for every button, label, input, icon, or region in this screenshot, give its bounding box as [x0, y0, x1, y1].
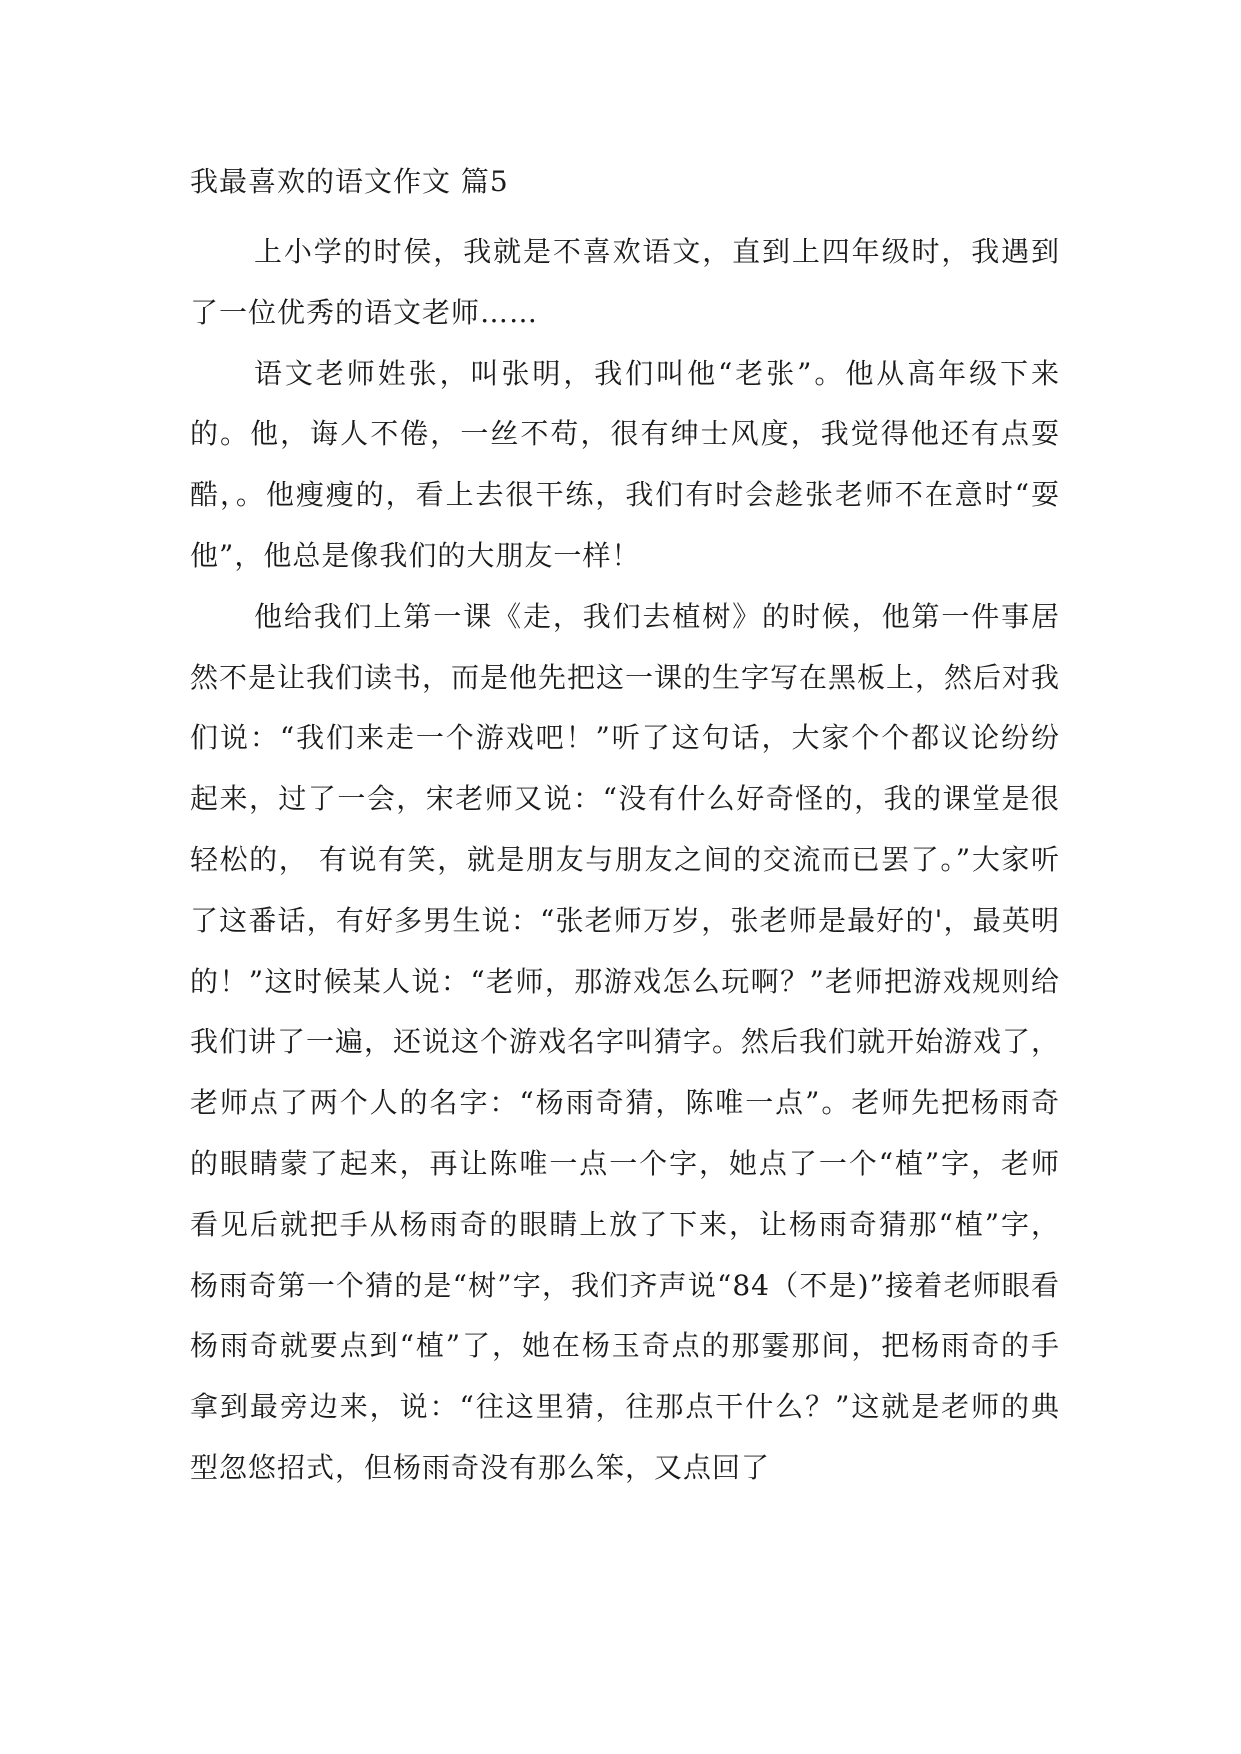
essay-body [190, 222, 1060, 1499]
essay-title: 我最喜欢的语文作文 篇5 [190, 165, 509, 198]
paragraph-3: 他给我们上第一课《走，我们去植树》的时候，他第一件事居然不是让我们读书，而是他先把这一课的生字写在黑板上，然后对我们说：“我们来走一个游戏吧！”听了这句话，大家个个都议论纷纷起来，过了一会，宋老师又说：“没有什么好奇怪的，我的课堂是很轻松的， 有说有笑，就是朋友与朋友之间的交流而已罢了。”大家听了这番话，有好多男生说：“张老师万岁，张老师是最好的'，最英明的！”这时候某人说：“老师，那游戏怎么玩啊？”老师把游戏规则给我们讲了一遍，还说这个游戏名字叫猜字。然后我们就开始游戏了，老师点了两个人的名字：“杨雨奇猜，陈唯一点”。老师先把杨雨奇的眼睛蒙了起来，再让陈唯一点一个字，她点了一个“植”字，老师看见后就把手从杨雨奇的眼睛上放了下来，让杨雨奇猜那“植”字，杨雨奇第一个猜的是“树”字，我们齐声说“84（不是)”接着老师眼看杨雨奇就要点到“植”了，她在杨玉奇点的那霎那间，把杨雨奇的手拿到最旁边来，说：“往这里猜，往那点干什么？”这就是老师的典型忽悠招式，但杨雨奇没有那么笨，又点回了 [190, 599, 1061, 1484]
paragraph-2: 语文老师姓张，叫张明，我们叫他“老张”。他从高年级下来的。他，诲人不倦，一丝不苟，很有绅士风度，我觉得他还有点耍酷，。他瘦瘦的，看上去很干练，我们有时会趁张老师不在意时“耍他”，他总是像我们的大朋友一样！ [190, 356, 1060, 572]
paragraph-1: 上小学的时侯，我就是不喜欢语文，直到上四年级时，我遇到了一位优秀的语文老师…… [190, 235, 1060, 329]
